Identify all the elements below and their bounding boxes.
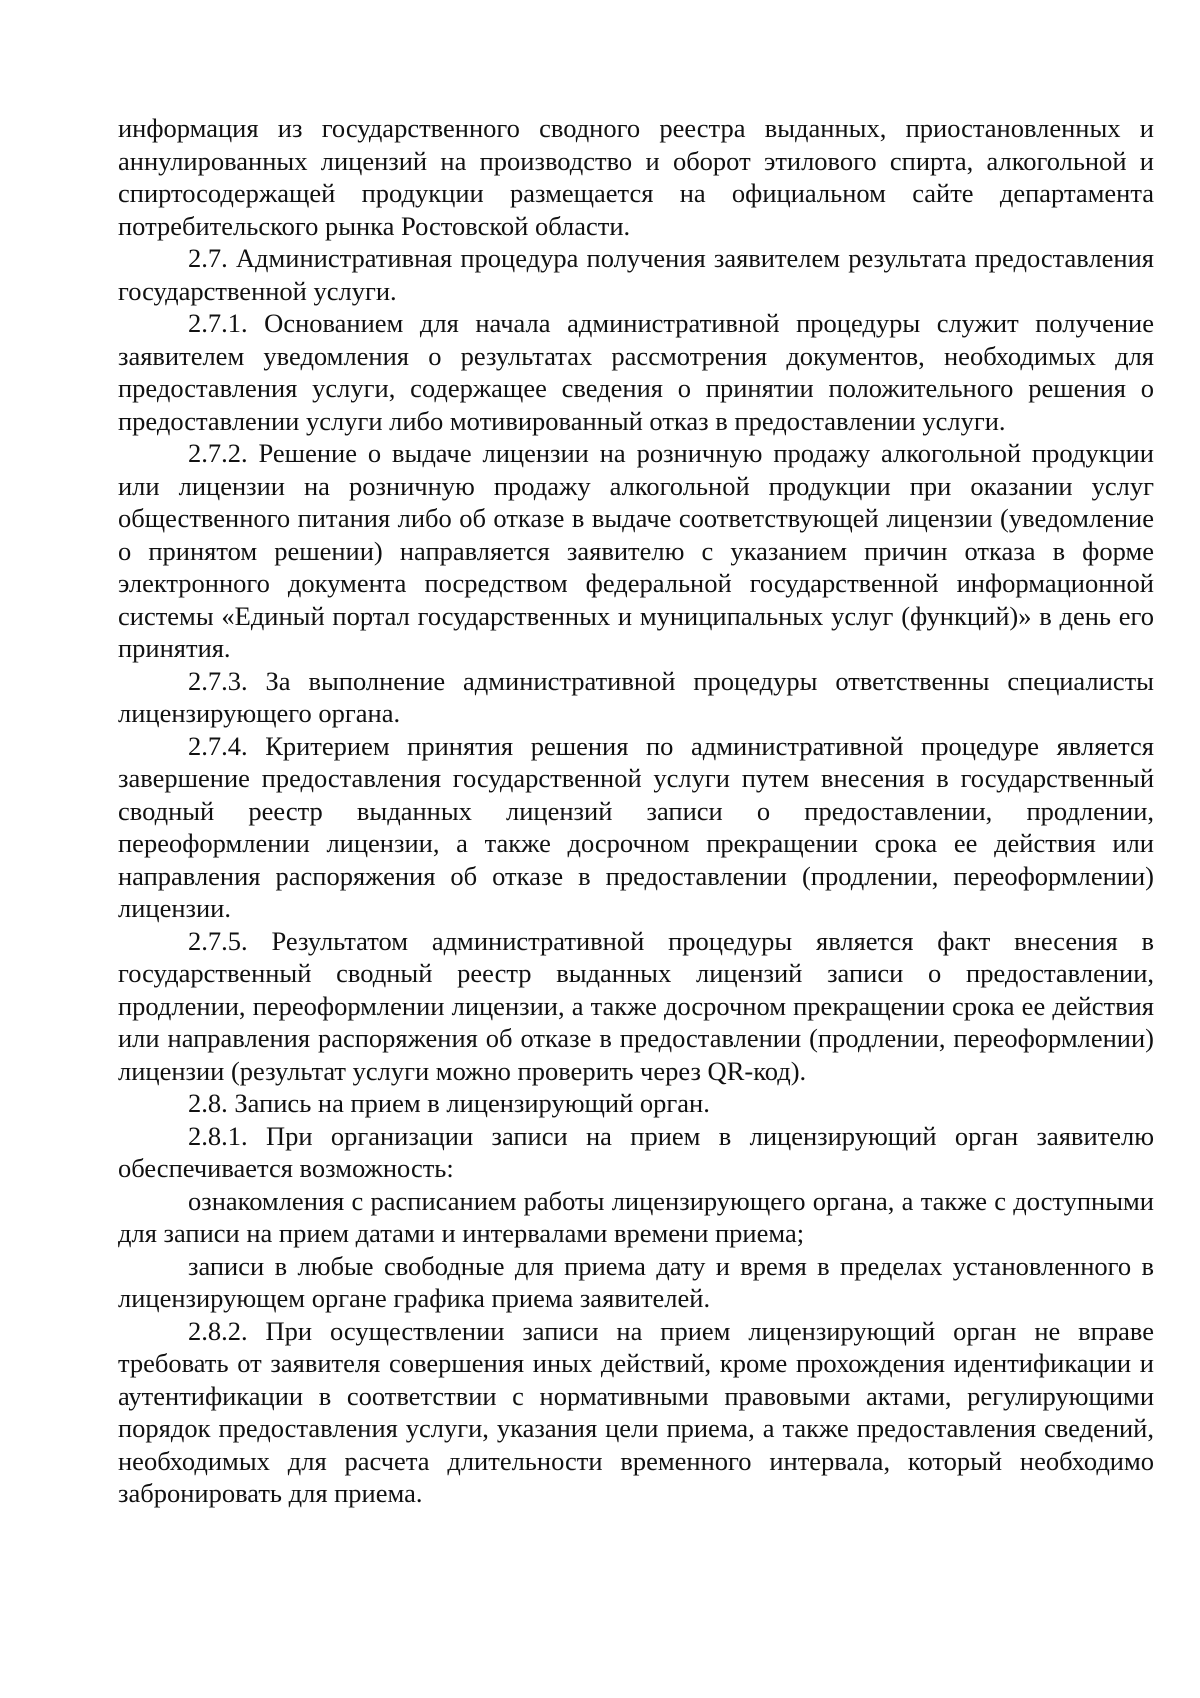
paragraph-2-8-1-item-booking: записи в любые свободные для приема дату и время в пределах установленного в лицензирующем органе графика приема заявителей. [118,1250,1154,1313]
paragraph-2-8-2: 2.8.2. При осуществлении записи на прием лицензирующий орган не вправе требовать от заявителя совершения иных действий, кроме прохождения идентификации и аутентификации в соответствии с нормативными правовыми актами, регулирующими порядок предоставления услуги, указания цели приема, а также предоставления сведений, необходимых для расчета длительности временного интервала, который необходимо забронировать для приема. [118,1315,1154,1508]
paragraph-registry-info: информация из государственного сводного реестра выданных, приостановленных и аннулированных лицензий на производство и оборот этилового спирта, алкогольной и спиртосодержащей продукции размещается на официальном сайте департамента потребительского рынка Ростовской области. [118,113,1154,241]
paragraph-2-8-1-item-schedule: ознакомления с расписанием работы лицензирующего органа, а также с доступными для записи на прием датами и интервалами времени приема; [118,1185,1154,1248]
paragraph-2-7-5: 2.7.5. Результатом административной процедуры является факт внесения в государственный сводный реестр выданных лицензий записи о предоставлении, продлении, переоформлении лицензии, а также досрочном прекращении срока ее действия или направления распоряжения об отказе в предоставлении (продлении, переоформлении) лицензии (результат услуги можно проверить через QR-код). [118,925,1154,1086]
paragraph-2-7: 2.7. Административная процедура получения заявителем результата предоставления государственной услуги. [118,243,1154,306]
paragraph-2-8-1: 2.8.1. При организации записи на прием в лицензирующий орган заявителю обеспечивается возможность: [118,1120,1154,1183]
paragraph-2-8: 2.8. Запись на прием в лицензирующий орган. [188,1088,710,1118]
paragraph-2-7-3: 2.7.3. За выполнение административной процедуры ответственны специалисты лицензирующего органа. [118,665,1154,728]
paragraph-2-7-2: 2.7.2. Решение о выдаче лицензии на розничную продажу алкогольной продукции или лицензии на розничную продажу алкогольной продукции при оказании услуг общественного питания либо об отказе в выдаче соответствующей лицензии (уведомление о принятом решении) направляется заявителю с указанием причин отказа в форме электронного документа посредством федеральной государственной информационной системы «Единый портал государственных и муниципальных услуг (функций)» в день его принятия. [118,438,1154,663]
paragraph-2-7-1: 2.7.1. Основанием для начала административной процедуры служит получение заявителем уведомления о результатах рассмотрения документов, необходимых для предоставления услуги, содержащее сведения о принятии положительного решения о предоставлении услуги либо мотивированный отказ в предоставлении услуги. [118,308,1154,436]
paragraph-2-7-4: 2.7.4. Критерием принятия решения по административной процедуре является завершение предоставления государственной услуги путем внесения в государственный сводный реестр выданных лицензий записи о предоставлении, продлении, переоформлении лицензии, а также досрочном прекращении срока ее действия или направления распоряжения об отказе в предоставлении (продлении, переоформлении) лицензии. [118,730,1154,923]
